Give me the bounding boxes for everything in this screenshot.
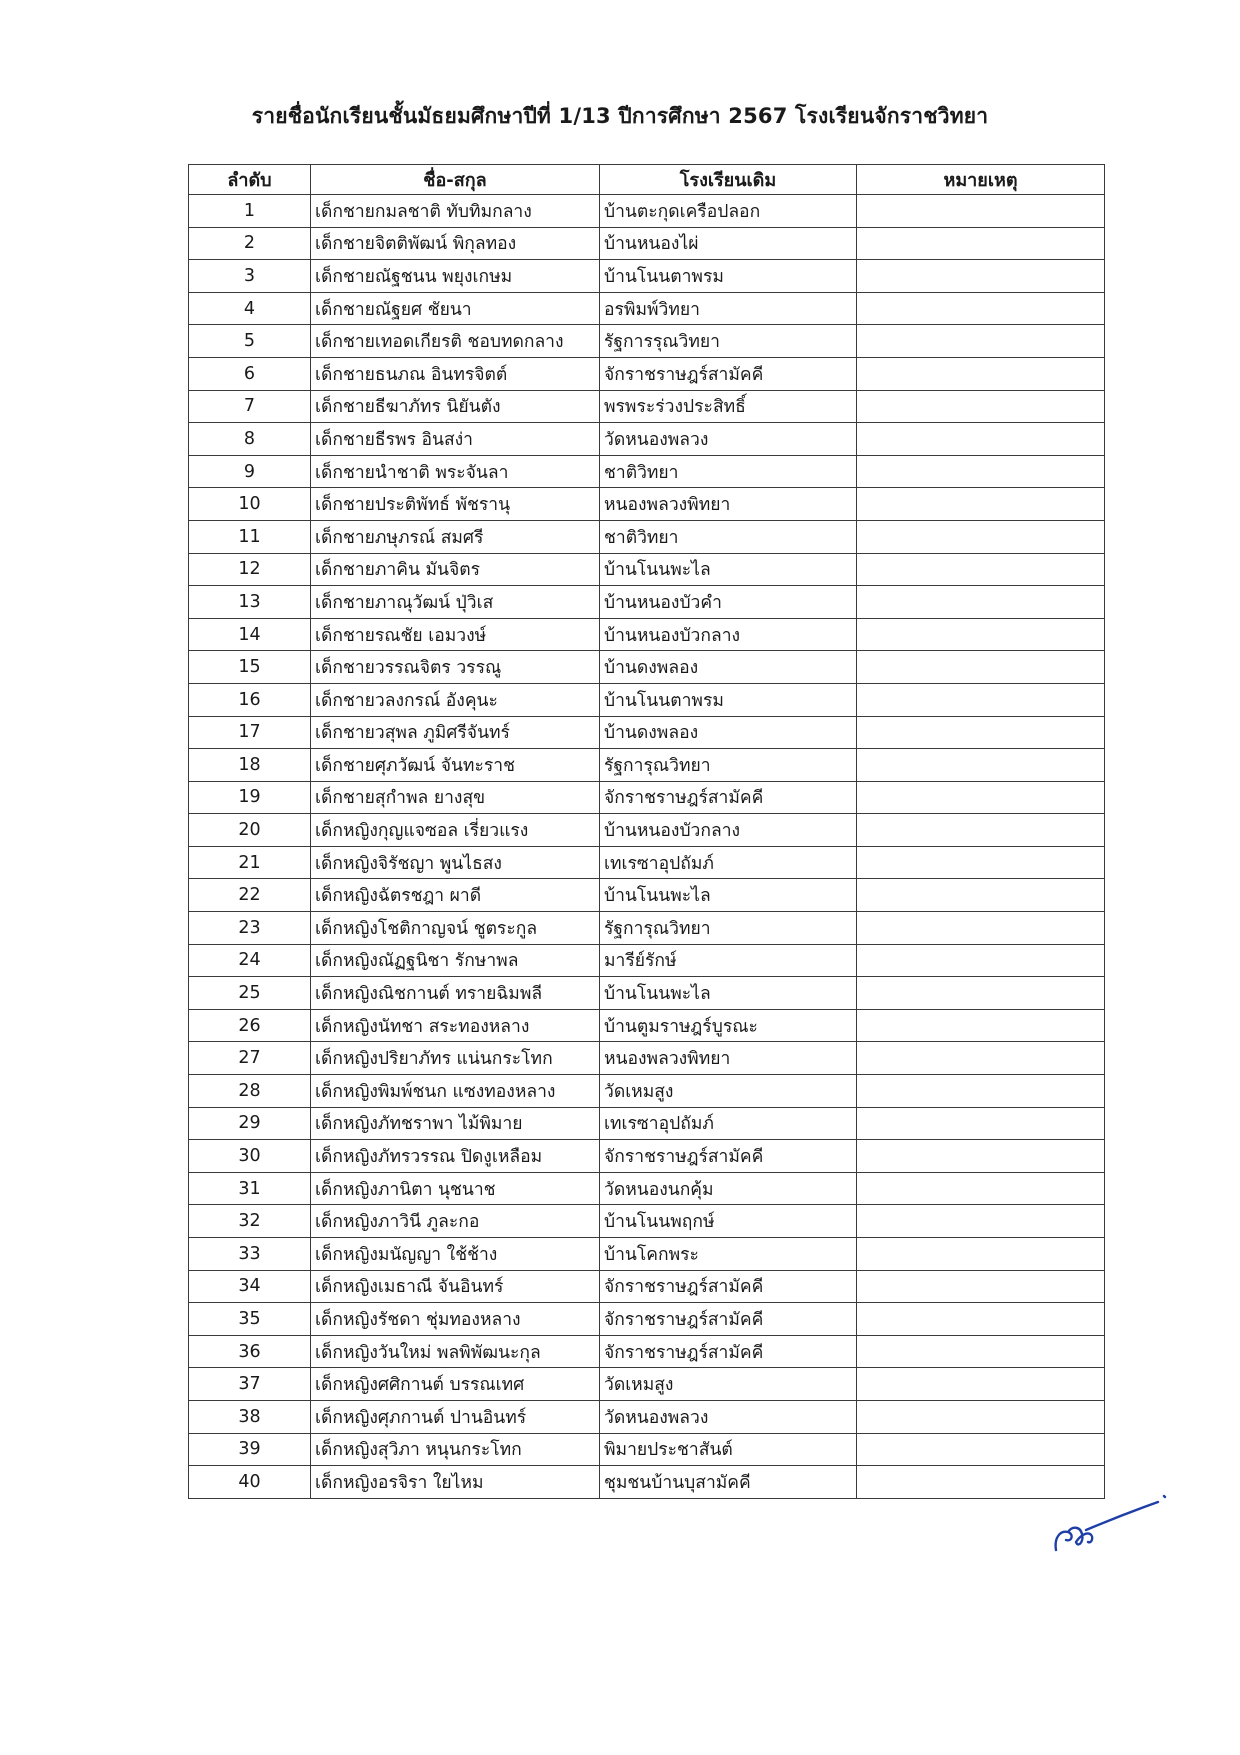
cell-previous-school: เทเรซาอุปถัมภ์ [600, 846, 857, 879]
table-row [189, 1238, 1105, 1271]
cell-previous-school: บ้านโนนพฤกษ์ [600, 1205, 857, 1238]
cell-name: เด็กชายนำชาติ พระจันลา [311, 455, 600, 488]
cell-order: 3 [189, 260, 311, 293]
cell-name: เด็กชายจิตติพัฒน์ พิกุลทอง [311, 227, 600, 260]
cell-remarks [857, 977, 1105, 1010]
cell-order: 31 [189, 1172, 311, 1205]
cell-previous-school: บ้านโนนตาพรม [600, 260, 857, 293]
table-row [189, 1042, 1105, 1075]
cell-remarks [857, 1400, 1105, 1433]
table-row [189, 683, 1105, 716]
cell-remarks [857, 227, 1105, 260]
cell-remarks [857, 651, 1105, 684]
cell-name: เด็กหญิงโชติกาญจน์ ชูตระกูล [311, 912, 600, 945]
cell-previous-school: ชาติวิทยา [600, 455, 857, 488]
table-row [189, 1009, 1105, 1042]
cell-remarks [857, 781, 1105, 814]
table-row [189, 553, 1105, 586]
cell-order: 32 [189, 1205, 311, 1238]
cell-name: เด็กชายธีฆาภัทร นิยันตัง [311, 390, 600, 423]
header-remarks: หมายเหตุ [857, 165, 1105, 195]
cell-name: เด็กชายวลงกรณ์ อังคุนะ [311, 683, 600, 716]
cell-order: 34 [189, 1270, 311, 1303]
cell-order: 21 [189, 846, 311, 879]
cell-remarks [857, 879, 1105, 912]
table-row [189, 1075, 1105, 1108]
cell-remarks [857, 1238, 1105, 1271]
cell-previous-school: จักราชราษฎร์สามัคคี [600, 1335, 857, 1368]
cell-previous-school: บ้านตะกุดเครือปลอก [600, 195, 857, 228]
table-row [189, 1205, 1105, 1238]
cell-previous-school: บ้านดงพลอง [600, 651, 857, 684]
cell-previous-school: รัฐการุณวิทยา [600, 749, 857, 782]
cell-previous-school: หนองพลวงพิทยา [600, 1042, 857, 1075]
cell-remarks [857, 260, 1105, 293]
cell-name: เด็กหญิงศศิกานต์ บรรณเทศ [311, 1368, 600, 1401]
cell-previous-school: บ้านตูมราษฎร์บูรณะ [600, 1009, 857, 1042]
cell-previous-school: วัดเหมสูง [600, 1075, 857, 1108]
cell-name: เด็กหญิงพิมพ์ชนก แซงทองหลาง [311, 1075, 600, 1108]
cell-name: เด็กชายธนภณ อินทรจิตต์ [311, 357, 600, 390]
cell-previous-school: บ้านโคกพระ [600, 1238, 857, 1271]
cell-name: เด็กชายธีรพร อินสง่า [311, 423, 600, 456]
cell-previous-school: บ้านหนองบัวคำ [600, 586, 857, 619]
cell-order: 7 [189, 390, 311, 423]
cell-remarks [857, 325, 1105, 358]
cell-previous-school: บ้านหนองบัวกลาง [600, 618, 857, 651]
cell-order: 22 [189, 879, 311, 912]
cell-order: 11 [189, 520, 311, 553]
cell-remarks [857, 1335, 1105, 1368]
cell-name: เด็กชายประติพัทธ์ พัชรานุ [311, 488, 600, 521]
cell-remarks [857, 846, 1105, 879]
cell-remarks [857, 1368, 1105, 1401]
cell-name: เด็กชายวสุพล ภูมิศรีจันทร์ [311, 716, 600, 749]
table-row [189, 651, 1105, 684]
cell-remarks [857, 423, 1105, 456]
cell-name: เด็กหญิงภัทรวรรณ ปิดงูเหลือม [311, 1140, 600, 1173]
table-row [189, 423, 1105, 456]
cell-name: เด็กหญิงณัฏฐนิชา รักษาพล [311, 944, 600, 977]
cell-order: 20 [189, 814, 311, 847]
cell-order: 5 [189, 325, 311, 358]
table-row [189, 1433, 1105, 1466]
cell-order: 2 [189, 227, 311, 260]
table-row [189, 846, 1105, 879]
cell-remarks [857, 944, 1105, 977]
table-row [189, 1172, 1105, 1205]
cell-remarks [857, 1303, 1105, 1336]
cell-order: 1 [189, 195, 311, 228]
table-row [189, 944, 1105, 977]
cell-order: 6 [189, 357, 311, 390]
cell-name: เด็กหญิงอรจิรา ใยไหม [311, 1466, 600, 1499]
cell-order: 10 [189, 488, 311, 521]
cell-previous-school: วัดหนองพลวง [600, 1400, 857, 1433]
cell-order: 19 [189, 781, 311, 814]
cell-remarks [857, 716, 1105, 749]
cell-order: 28 [189, 1075, 311, 1108]
cell-previous-school: อรพิมพ์วิทยา [600, 292, 857, 325]
cell-name: เด็กหญิงณิชกานต์ ทรายฉิมพลี [311, 977, 600, 1010]
cell-previous-school: บ้านดงพลอง [600, 716, 857, 749]
cell-name: เด็กชายเทอดเกียรติ ชอบทดกลาง [311, 325, 600, 358]
table-row [189, 781, 1105, 814]
cell-order: 9 [189, 455, 311, 488]
cell-previous-school: พรพระร่วงประสิทธิ์ [600, 390, 857, 423]
cell-previous-school: จักราชราษฎร์สามัคคี [600, 1303, 857, 1336]
cell-order: 37 [189, 1368, 311, 1401]
cell-name: เด็กหญิงฉัตรชฎา ผาดี [311, 879, 600, 912]
cell-remarks [857, 1042, 1105, 1075]
cell-name: เด็กหญิงสุวิภา หนุนกระโทก [311, 1433, 600, 1466]
cell-remarks [857, 683, 1105, 716]
cell-remarks [857, 1075, 1105, 1108]
student-roster-table [188, 164, 1105, 1499]
cell-remarks [857, 195, 1105, 228]
cell-order: 12 [189, 553, 311, 586]
cell-remarks [857, 488, 1105, 521]
cell-order: 25 [189, 977, 311, 1010]
table-row [189, 325, 1105, 358]
handwritten-signature [1050, 1482, 1170, 1562]
cell-previous-school: บ้านโนนพะไล [600, 879, 857, 912]
cell-previous-school: ชุมชนบ้านบุสามัคคี [600, 1466, 857, 1499]
cell-name: เด็กหญิงภานิตา นุชนาช [311, 1172, 600, 1205]
cell-previous-school: จักราชราษฎร์สามัคคี [600, 1270, 857, 1303]
cell-previous-school: จักราชราษฎร์สามัคคี [600, 357, 857, 390]
cell-name: เด็กหญิงมนัญญา ใช้ช้าง [311, 1238, 600, 1271]
cell-remarks [857, 1107, 1105, 1140]
cell-order: 26 [189, 1009, 311, 1042]
cell-remarks [857, 455, 1105, 488]
table-row [189, 1303, 1105, 1336]
table-row [189, 716, 1105, 749]
cell-name: เด็กหญิงรัชดา ชุ่มทองหลาง [311, 1303, 600, 1336]
cell-name: เด็กหญิงเมธาณี จันอินทร์ [311, 1270, 600, 1303]
cell-name: เด็กหญิงกุญแจซอล เรี่ยวแรง [311, 814, 600, 847]
cell-order: 4 [189, 292, 311, 325]
cell-order: 17 [189, 716, 311, 749]
cell-previous-school: พิมายประชาสันต์ [600, 1433, 857, 1466]
cell-remarks [857, 390, 1105, 423]
cell-remarks [857, 1433, 1105, 1466]
cell-order: 29 [189, 1107, 311, 1140]
table-header-row [189, 165, 1105, 195]
cell-previous-school: มารีย์รักษ์ [600, 944, 857, 977]
table-row [189, 390, 1105, 423]
cell-remarks [857, 1172, 1105, 1205]
cell-previous-school: บ้านหนองบัวกลาง [600, 814, 857, 847]
header-previous-school: โรงเรียนเดิม [600, 165, 857, 195]
table-row [189, 357, 1105, 390]
header-name: ชื่อ-สกุล [311, 165, 600, 195]
cell-order: 35 [189, 1303, 311, 1336]
page-title: รายชื่อนักเรียนชั้นมัธยมศึกษาปีที่ 1/13 ปีการศึกษา 2567 โรงเรียนจักราชวิทยา [251, 104, 989, 128]
cell-order: 14 [189, 618, 311, 651]
cell-name: เด็กหญิงภาวินี ภูละกอ [311, 1205, 600, 1238]
cell-name: เด็กหญิงภัทชราพา ไม้พิมาย [311, 1107, 600, 1140]
table-row [189, 1466, 1105, 1499]
table-row [189, 879, 1105, 912]
table-row [189, 195, 1105, 228]
cell-name: เด็กชายภษุภรณ์ สมศรี [311, 520, 600, 553]
cell-remarks [857, 912, 1105, 945]
cell-name: เด็กหญิงจิรัชญา พูนไธสง [311, 846, 600, 879]
cell-previous-school: จักราชราษฎร์สามัคคี [600, 781, 857, 814]
table-row [189, 1140, 1105, 1173]
table-row [189, 1335, 1105, 1368]
cell-name: เด็กชายรณชัย เอมวงษ์ [311, 618, 600, 651]
cell-order: 16 [189, 683, 311, 716]
cell-order: 38 [189, 1400, 311, 1433]
cell-remarks [857, 618, 1105, 651]
cell-remarks [857, 1205, 1105, 1238]
table-row [189, 488, 1105, 521]
table-row [189, 586, 1105, 619]
cell-name: เด็กชายณัฐยศ ชัยนา [311, 292, 600, 325]
table-row [189, 292, 1105, 325]
cell-order: 39 [189, 1433, 311, 1466]
cell-name: เด็กชายศุภวัฒน์ จันทะราช [311, 749, 600, 782]
cell-remarks [857, 1140, 1105, 1173]
table-row [189, 1270, 1105, 1303]
cell-order: 15 [189, 651, 311, 684]
cell-previous-school: บ้านโนนพะไล [600, 553, 857, 586]
cell-previous-school: ชาติวิทยา [600, 520, 857, 553]
table-row [189, 455, 1105, 488]
cell-remarks [857, 749, 1105, 782]
cell-remarks [857, 553, 1105, 586]
table-row [189, 1400, 1105, 1433]
cell-previous-school: หนองพลวงพิทยา [600, 488, 857, 521]
table-row [189, 618, 1105, 651]
table-row [189, 912, 1105, 945]
cell-name: เด็กชายณัฐชนน พยุงเกษม [311, 260, 600, 293]
cell-remarks [857, 814, 1105, 847]
cell-previous-school: วัดหนองนกคุ้ม [600, 1172, 857, 1205]
cell-previous-school: บ้านโนนพะไล [600, 977, 857, 1010]
table-row [189, 977, 1105, 1010]
cell-name: เด็กหญิงนัทชา สระทองหลาง [311, 1009, 600, 1042]
cell-name: เด็กหญิงศุภกานต์ ปานอินทร์ [311, 1400, 600, 1433]
cell-name: เด็กชายกมลชาติ ทับทิมกลาง [311, 195, 600, 228]
cell-order: 36 [189, 1335, 311, 1368]
cell-order: 40 [189, 1466, 311, 1499]
cell-name: เด็กชายสุกำพล ยางสุข [311, 781, 600, 814]
cell-previous-school: วัดเหมสูง [600, 1368, 857, 1401]
cell-remarks [857, 520, 1105, 553]
cell-previous-school: บ้านหนองไผ่ [600, 227, 857, 260]
cell-name: เด็กชายภาณุวัฒน์ ปุ่วิเส [311, 586, 600, 619]
cell-remarks [857, 586, 1105, 619]
cell-previous-school: วัดหนองพลวง [600, 423, 857, 456]
cell-order: 27 [189, 1042, 311, 1075]
cell-order: 23 [189, 912, 311, 945]
cell-previous-school: รัฐการรุณวิทยา [600, 325, 857, 358]
cell-previous-school: จักราชราษฎร์สามัคคี [600, 1140, 857, 1173]
table-row [189, 260, 1105, 293]
cell-order: 24 [189, 944, 311, 977]
table-row [189, 227, 1105, 260]
table-row [189, 1368, 1105, 1401]
cell-name: เด็กหญิงปริยาภัทร แน่นกระโทก [311, 1042, 600, 1075]
cell-remarks [857, 292, 1105, 325]
table-row [189, 1107, 1105, 1140]
table-body [189, 195, 1105, 1499]
cell-order: 8 [189, 423, 311, 456]
cell-order: 18 [189, 749, 311, 782]
table-row [189, 814, 1105, 847]
table-row [189, 520, 1105, 553]
cell-order: 13 [189, 586, 311, 619]
header-order: ลำดับ [189, 165, 311, 195]
cell-order: 33 [189, 1238, 311, 1271]
cell-name: เด็กหญิงวันใหม่ พลพิพัฒนะกุล [311, 1335, 600, 1368]
table-row [189, 749, 1105, 782]
cell-name: เด็กชายวรรณจิตร วรรณู [311, 651, 600, 684]
cell-remarks [857, 357, 1105, 390]
cell-previous-school: เทเรซาอุปถัมภ์ [600, 1107, 857, 1140]
cell-name: เด็กชายภาคิน มันจิตร [311, 553, 600, 586]
cell-remarks [857, 1009, 1105, 1042]
cell-previous-school: บ้านโนนตาพรม [600, 683, 857, 716]
cell-previous-school: รัฐการุณวิทยา [600, 912, 857, 945]
cell-order: 30 [189, 1140, 311, 1173]
cell-remarks [857, 1270, 1105, 1303]
